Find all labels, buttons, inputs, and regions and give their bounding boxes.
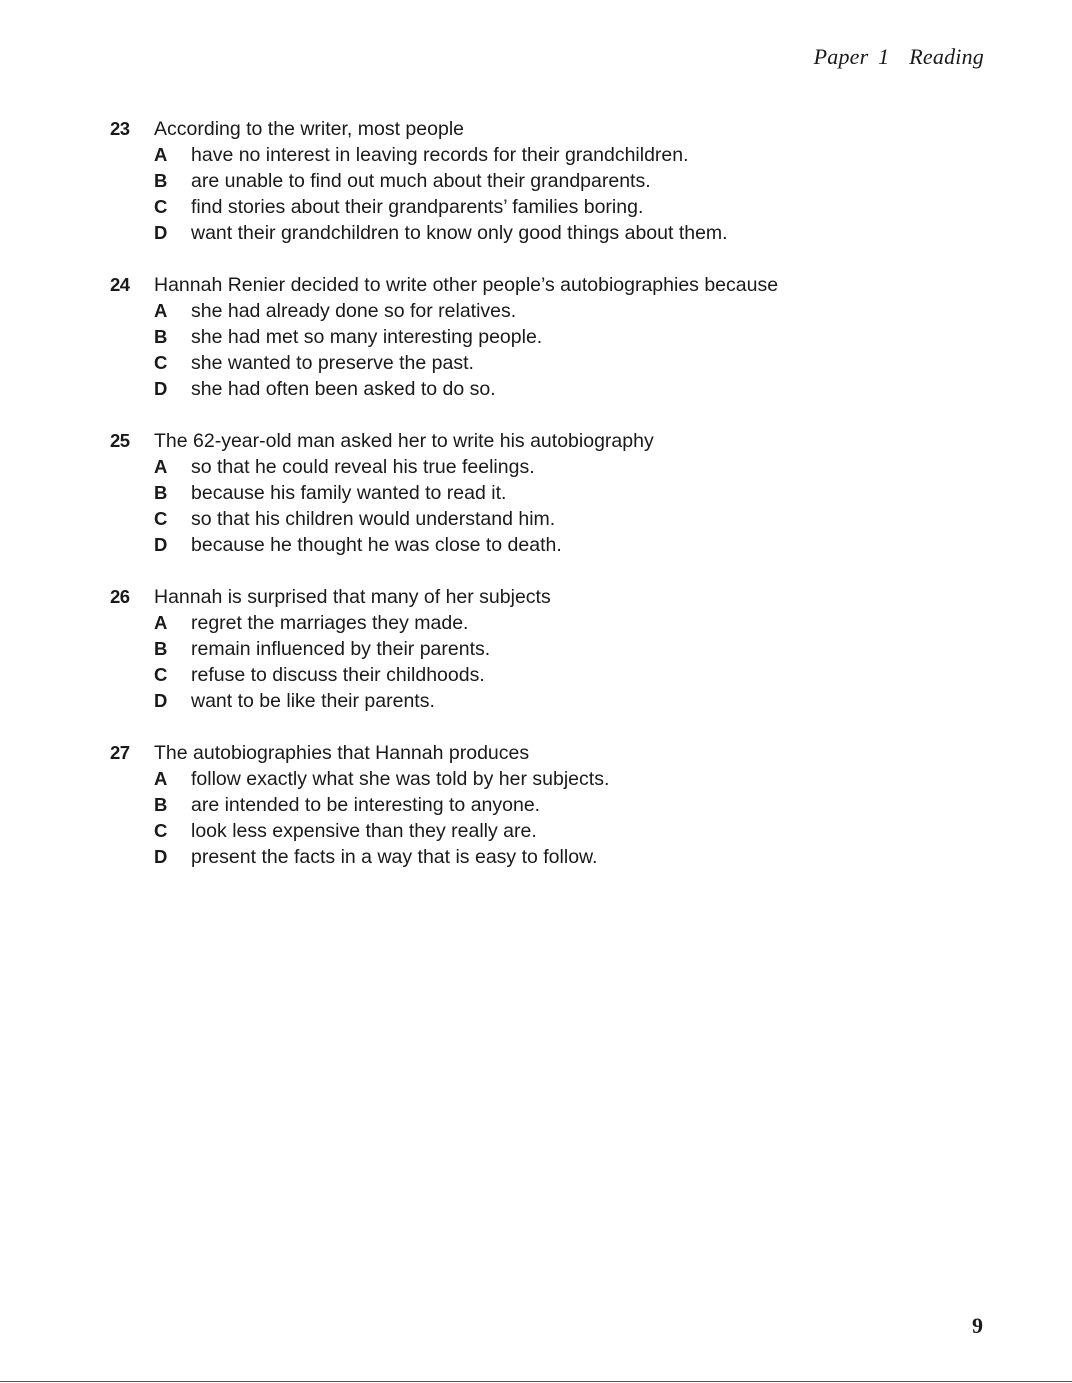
option-d	[0, 376, 1072, 402]
question-stem-line	[0, 428, 1072, 454]
option-letter: B	[154, 794, 168, 815]
question-stem-line	[0, 272, 1072, 298]
option-b	[0, 168, 1072, 194]
question-26	[0, 584, 1072, 714]
option-c	[0, 506, 1072, 532]
question-stem: Hannah Renier decided to write other people’s autobiographies because	[154, 274, 779, 296]
option-text: follow exactly what she was told by her subjects.	[191, 768, 610, 790]
option-letter: A	[154, 456, 168, 477]
option-text: she had already done so for relatives.	[191, 300, 517, 322]
option-text: because he thought he was close to death.	[191, 534, 562, 556]
option-text: have no interest in leaving records for their grandchildren.	[191, 144, 689, 166]
option-b	[0, 324, 1072, 350]
option-text: present the facts in a way that is easy to follow.	[191, 846, 598, 868]
option-letter: D	[154, 222, 168, 243]
question-number: 27	[110, 742, 130, 763]
question-stem: The autobiographies that Hannah produces	[154, 742, 530, 764]
question-stem-line	[0, 584, 1072, 610]
question-27	[0, 740, 1072, 870]
option-c	[0, 818, 1072, 844]
option-a	[0, 610, 1072, 636]
question-number: 26	[110, 586, 130, 607]
option-a	[0, 298, 1072, 324]
section-label: Reading	[909, 44, 984, 69]
option-text: are unable to find out much about their grandparents.	[191, 170, 651, 192]
option-text: so that he could reveal his true feelings.	[191, 456, 535, 478]
option-a	[0, 142, 1072, 168]
option-letter: C	[154, 508, 168, 529]
page-number: 9	[972, 1313, 983, 1338]
question-24	[0, 272, 1072, 402]
option-text: regret the marriages they made.	[191, 612, 469, 634]
question-stem-line	[0, 116, 1072, 142]
question-stem: The 62-year-old man asked her to write his autobiography	[154, 430, 654, 452]
option-letter: C	[154, 820, 168, 841]
option-b	[0, 480, 1072, 506]
option-letter: D	[154, 690, 168, 711]
option-text: she had met so many interesting people.	[191, 326, 543, 348]
option-letter: B	[154, 170, 168, 191]
option-text: so that his children would understand him.	[191, 508, 556, 530]
option-text: look less expensive than they really are.	[191, 820, 537, 842]
option-text: remain influenced by their parents.	[191, 638, 491, 660]
option-letter: B	[154, 638, 168, 659]
option-b	[0, 636, 1072, 662]
option-letter: D	[154, 378, 168, 399]
question-25	[0, 428, 1072, 558]
question-number: 23	[110, 118, 130, 139]
question-stem-line	[0, 740, 1072, 766]
option-d	[0, 688, 1072, 714]
option-d	[0, 844, 1072, 870]
option-letter: A	[154, 612, 168, 633]
running-head	[814, 44, 984, 70]
option-text: want to be like their parents.	[191, 690, 435, 712]
option-c	[0, 350, 1072, 376]
option-a	[0, 454, 1072, 480]
option-text: she had often been asked to do so.	[191, 378, 496, 400]
option-letter: C	[154, 664, 168, 685]
option-letter: C	[154, 196, 168, 217]
option-b	[0, 792, 1072, 818]
option-text: she wanted to preserve the past.	[191, 352, 474, 374]
option-letter: B	[154, 326, 168, 347]
option-d	[0, 220, 1072, 246]
option-a	[0, 766, 1072, 792]
option-text: refuse to discuss their childhoods.	[191, 664, 485, 686]
option-text: are intended to be interesting to anyone.	[191, 794, 541, 816]
option-text: want their grandchildren to know only good things about them.	[191, 222, 728, 244]
option-letter: A	[154, 768, 168, 789]
paper-label: Paper 1	[813, 44, 890, 69]
option-letter: A	[154, 300, 168, 321]
question-stem: Hannah is surprised that many of her subjects	[154, 586, 551, 608]
option-c	[0, 662, 1072, 688]
question-list	[0, 116, 1072, 896]
option-letter: C	[154, 352, 168, 373]
option-c	[0, 194, 1072, 220]
option-text: find stories about their grandparents’ families boring.	[191, 196, 644, 218]
option-letter: D	[154, 534, 168, 555]
question-number: 24	[110, 274, 130, 295]
option-letter: A	[154, 144, 168, 165]
question-number: 25	[110, 430, 130, 451]
option-text: because his family wanted to read it.	[191, 482, 507, 504]
option-letter: D	[154, 846, 168, 867]
option-d	[0, 532, 1072, 558]
bottom-rule	[0, 1381, 1072, 1382]
question-stem: According to the writer, most people	[154, 118, 464, 140]
question-23	[0, 116, 1072, 246]
option-letter: B	[154, 482, 168, 503]
